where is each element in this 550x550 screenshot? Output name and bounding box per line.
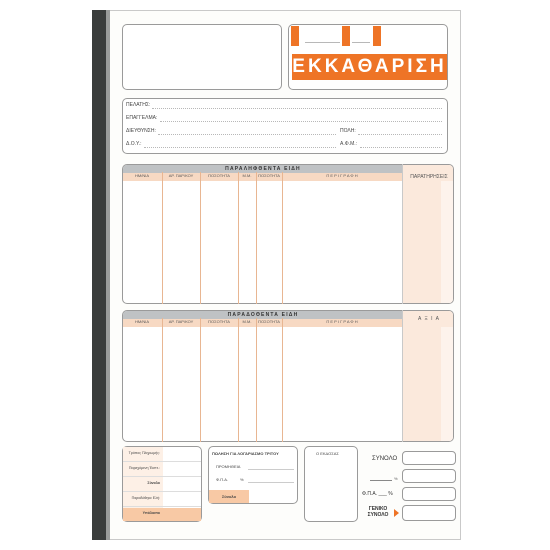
commission-label: ΠΡΟΜΗΘΕΙΑ: [216, 464, 241, 469]
received-divider-3: [238, 172, 239, 304]
delivered-col-description: Π Ε Ρ Ι Γ Ρ Α Φ Η: [326, 319, 358, 324]
grand-total-arrow-icon: [394, 509, 399, 517]
payment-method-label: Τρόπος Πληρωμής:: [128, 451, 160, 455]
delivered-divider-1: [162, 318, 163, 442]
city-field[interactable]: [358, 134, 442, 135]
serial-mark-2: [342, 26, 350, 46]
subtotal-label: ΣΥΝΟΛΟ: [372, 456, 398, 462]
commission-field[interactable]: [248, 469, 294, 470]
received-col-date: ΗΜ/ΝΙΑ: [135, 173, 149, 178]
payment-total-label: Σύνολο: [147, 481, 160, 485]
delivered-col-quantity-2: ΠΟΣΟΤΗΤΑ: [258, 319, 280, 324]
grand-total-field[interactable]: [402, 505, 456, 521]
value-header: Α Ξ Ι Α: [418, 316, 440, 322]
profession-field[interactable]: [160, 121, 442, 122]
received-col-quantity-2: ΠΟΣΟΤΗΤΑ: [258, 173, 280, 178]
customer-name-label: ΠΕΛΑΤΗΣ:: [126, 102, 151, 108]
balance-label: Υπόλοιπο: [142, 511, 160, 515]
third-party-total-label: Σύνολο: [222, 494, 237, 499]
delivered-divider-6: [402, 310, 403, 442]
received-table-title: ΠΑΡΑΛΗΦΘΕΝΤΑ ΕΙΔΗ: [123, 165, 403, 173]
payment-row-line-4: [123, 506, 201, 507]
address-field[interactable]: [158, 134, 336, 135]
value-inner-fill: [441, 327, 454, 442]
subtotal-field[interactable]: [402, 451, 456, 465]
tax-office-field[interactable]: [144, 147, 336, 148]
serial-mark-3: [373, 26, 381, 46]
delivered-divider-2: [200, 318, 201, 442]
vat-number-label: Α.Φ.Μ.:: [340, 141, 358, 147]
profession-label: ΕΠΑΓΓΕΛΜΑ:: [126, 115, 158, 121]
paid-label: Παραδόθηκε Ελή:: [131, 496, 160, 500]
grand-total-label: ΓΕΝΙΚΟ ΣΥΝΟΛΟ: [367, 506, 389, 518]
remarks-header: ΠΑΡΑΤΗΡΗΣΕΙΣ: [410, 174, 448, 180]
third-party-vat-label: Φ.Π.Α.: [216, 477, 229, 482]
third-party-vat-field[interactable]: [248, 482, 294, 483]
received-divider-6: [402, 164, 403, 304]
received-divider-2: [200, 172, 201, 304]
payment-row-line-1: [123, 461, 201, 462]
received-divider-5: [282, 172, 283, 304]
delivered-divider-4: [256, 318, 257, 442]
remarks-inner-fill: [441, 181, 454, 304]
city-label: ΠΟΛΗ:: [340, 128, 356, 134]
third-party-title: ΠΩΛΗΣΗ ΓΙΑ ΛΟΓΑΡΙΑΣΜΟ ΤΡΙΤΟΥ: [212, 451, 279, 456]
received-divider-4: [256, 172, 257, 304]
issuer-signature-box[interactable]: [304, 446, 358, 522]
delivered-col-quantity: ΠΟΣΟΤΗΤΑ: [208, 319, 230, 324]
payment-row-line-3: [123, 491, 201, 492]
received-divider-1: [162, 172, 163, 304]
row-percent-mark: %: [394, 476, 398, 481]
delivered-table-title: ΠΑΡΑΔΟΘΕΝΤΑ ΕΙΔΗ: [123, 311, 403, 319]
delivered-items-table: [122, 310, 454, 442]
document-title: ΕΚΚΑΘΑΡΙΣΗ: [292, 54, 447, 80]
vat-field[interactable]: [402, 487, 456, 501]
third-party-percent: %: [240, 477, 244, 482]
issuer-label: Ο ΕΚΔΟΣΑΣ: [316, 451, 339, 456]
received-col-unit: Μ.Μ.: [242, 173, 252, 178]
company-info-box[interactable]: [122, 24, 282, 90]
customer-name-field[interactable]: [152, 108, 442, 109]
serial-line-2: [352, 42, 370, 43]
payment-row-line-2: [123, 476, 201, 477]
address-label: ΔΙΕΥΘΥΝΣΗ:: [126, 128, 156, 134]
delivered-divider-5: [282, 318, 283, 442]
serial-line: [305, 42, 340, 43]
vat-label: Φ.Π.Α. ___ %: [362, 491, 393, 497]
delivered-divider-3: [238, 318, 239, 442]
discount-label: Παρεχόμενη Έκπτ.:: [128, 466, 160, 470]
delivered-col-invoice-no: ΑΡ. ΠΑΡ/ΚΟΥ: [168, 319, 194, 324]
customer-info-box: [122, 98, 448, 154]
received-col-description: Π Ε Ρ Ι Γ Ρ Α Φ Η: [326, 173, 358, 178]
received-col-invoice-no: ΑΡ. ΠΑΡ/ΚΟΥ: [168, 173, 194, 178]
subtotal-field-2[interactable]: [402, 469, 456, 483]
received-col-quantity: ΠΟΣΟΤΗΤΑ: [208, 173, 230, 178]
tax-office-label: Δ.Ο.Υ.:: [126, 141, 142, 147]
vat-number-field[interactable]: [360, 147, 442, 148]
book-binding: [92, 10, 106, 540]
subtotal-extra-line: [370, 480, 392, 481]
delivered-col-date: ΗΜ/ΝΙΑ: [135, 319, 149, 324]
serial-mark-1: [291, 26, 299, 46]
delivered-col-unit: Μ.Μ.: [242, 319, 252, 324]
received-items-table: [122, 164, 454, 304]
